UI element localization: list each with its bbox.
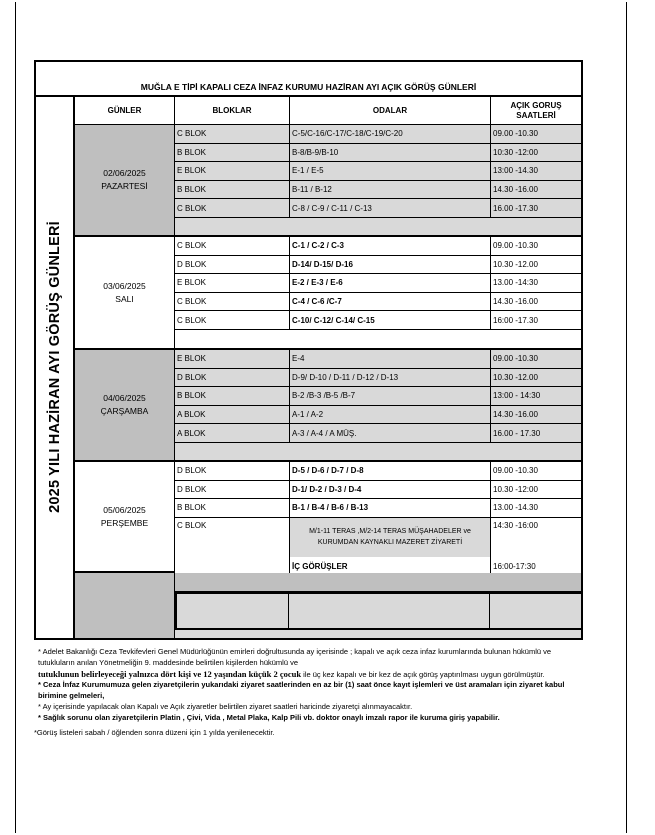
block-cell: A BLOK: [175, 406, 290, 425]
note-1-emphasis: tutuklunun belirleyeceği yalnızca dört kişi ve 12 yaşından küçük 2 çocuk: [38, 668, 302, 679]
block-cell: A BLOK: [175, 424, 290, 443]
rooms-cell: M/1-11 TERAS ,M/2-14 TERAS MÜŞAHADELER ve KURUMDAN KAYNAKLI MAZERET ZİYARETİ: [290, 518, 491, 558]
rooms-cell: C-8 / C-9 / C-11 / C-13: [290, 199, 491, 218]
spacer-row: [175, 443, 583, 462]
day-name: SALI: [115, 293, 134, 304]
block-cell: C BLOK: [175, 125, 290, 144]
hours-cell: 10.30 -12:00: [491, 481, 583, 500]
hours-cell: 14.30 -16.00: [491, 406, 583, 425]
block-cell: D BLOK: [175, 481, 290, 500]
rooms-cell: D-14/ D-15/ D-16: [290, 256, 491, 275]
hours-cell: 16:00-17:30: [491, 557, 583, 576]
hours-cell: 09.00 -10.30: [491, 350, 583, 369]
table-title: MUĞLA E TİPİ KAPALI CEZA İNFAZ KURUMU HAZİRAN AYI AÇIK GÖRÜŞ GÜNLERİ: [34, 60, 583, 97]
side-label-cell: [34, 96, 75, 640]
hours-cell: 09.00 -10.30: [491, 125, 583, 144]
header-blocks: BLOKLAR: [175, 97, 290, 125]
note-4: * Sağlık sorunu olan ziyaretçilerin Platin , Çivi, Vida , Metal Plaka, Kalp Pili vb. doktor onaylı imzalı rapor ile kuruma giriş yapabilir.: [38, 712, 500, 722]
block-cell: B BLOK: [175, 144, 290, 163]
day-name: PAZARTESİ: [101, 181, 148, 191]
hours-cell: 16.00 - 17.30: [491, 424, 583, 443]
block-cell: E BLOK: [175, 274, 290, 293]
side-label: 2025 YILI HAZİRAN AYI GÖRÜŞ GÜNLERİ: [46, 221, 63, 513]
note-1-cont: [38, 669, 583, 681]
block-cell: D BLOK: [175, 369, 290, 388]
rooms-cell: E-1 / E-5: [290, 162, 491, 181]
block-cell: B BLOK: [175, 181, 290, 200]
rooms-cell: D-1/ D-2 / D-3 / D-4: [290, 481, 491, 500]
hours-cell: 14.30 -16.00: [491, 181, 583, 200]
block-cell: C BLOK: [175, 311, 290, 330]
hours-cell: 10.30 -12.00: [491, 369, 583, 388]
day-date: 04/06/2025: [103, 393, 146, 403]
hours-cell: 16:00 -17.30: [491, 311, 583, 330]
block-cell: E BLOK: [175, 162, 290, 181]
footer-row-1: [175, 573, 583, 592]
hours-cell: 09.00 -10.30: [491, 462, 583, 481]
block-cell: E BLOK: [175, 350, 290, 369]
hours-cell: 10:30 -12:00: [491, 144, 583, 163]
rooms-cell: B-1 / B-4 / B-6 / B-13: [290, 499, 491, 518]
rooms-cell: B-2 /B-3 /B-5 /B-7: [290, 387, 491, 406]
hours-cell: 13:00 - 14:30: [491, 387, 583, 406]
rooms-cell: İÇ GÖRÜŞLER: [290, 557, 491, 576]
hours-cell: 13.00 -14.30: [491, 499, 583, 518]
schedule-table: [34, 60, 583, 640]
hours-cell: 10.30 -12.00: [491, 256, 583, 275]
rooms-cell: C-5/C-16/C-17/C-18/C-19/C-20: [290, 125, 491, 144]
hours-cell: 16.00 -17.30: [491, 199, 583, 218]
block-cell: C BLOK: [175, 293, 290, 312]
note-3: * Ay içerisinde yapılacak olan Kapalı ve Açık ziyaretler belirtilen ziyaret saatleri haricinde ziyaretçi alınmayacaktır.: [38, 701, 413, 711]
spacer-row: [175, 218, 583, 237]
hours-cell: 09.00 -10.30: [491, 237, 583, 256]
footer-empty-day: [75, 573, 175, 640]
day-cell: [75, 350, 175, 462]
footer-cell-hours: [489, 592, 583, 630]
rooms-cell: B-11 / B-12: [290, 181, 491, 200]
rooms-cell: D-9/ D-10 / D-11 / D-12 / D-13: [290, 369, 491, 388]
block-cell: D BLOK: [175, 462, 290, 481]
rooms-cell: B-8/B-9/B-10: [290, 144, 491, 163]
rooms-cell: A-1 / A-2: [290, 406, 491, 425]
rooms-cell: D-5 / D-6 / D-7 / D-8: [290, 462, 491, 481]
day-name: ÇARŞAMBA: [100, 406, 149, 416]
footer-cell-blocks: [175, 592, 290, 630]
note-2: * Ceza İnfaz Kurumumuza gelen ziyaretçilerin yukarıdaki ziyaret saatlerinden en az bir (1) saat önce kayıt işlemleri ve üst aramaları için ziyaret kabul birimine gelmeleri,: [38, 680, 565, 701]
hours-cell: 14:30 -16:00: [491, 518, 583, 558]
day-date: 02/06/2025: [103, 168, 146, 178]
rooms-cell: E-4: [290, 350, 491, 369]
block-cell: C BLOK: [175, 199, 290, 218]
rooms-cell: C-1 / C-2 / C-3: [290, 237, 491, 256]
footer-row-3: [175, 630, 583, 640]
note-1-tail: ile üç kez kapalı ve bir kez de açık görüş yaptırılması uygun görülmüştür.: [303, 669, 545, 679]
day-name: PERŞEMBE: [100, 517, 149, 528]
rooms-cell: A-3 / A-4 / A MÜŞ.: [290, 424, 491, 443]
day-cell: [75, 237, 175, 350]
day-date: 05/06/2025: [103, 504, 146, 515]
note-5: *Görüş listeleri sabah / öğlenden sonra düzeni için 1 yılda yenilenecektir.: [34, 727, 275, 737]
block-cell: C BLOK: [175, 237, 290, 256]
rooms-cell: C-10/ C-12/ C-14/ C-15: [290, 311, 491, 330]
hours-cell: 14.30 -16.00: [491, 293, 583, 312]
rooms-cell: C-4 / C-6 /C-7: [290, 293, 491, 312]
header-rooms: ODALAR: [290, 97, 491, 125]
block-cell: B BLOK: [175, 499, 290, 518]
day-cell: [75, 462, 175, 573]
header-days: GÜNLER: [75, 97, 175, 125]
spacer-row: [175, 330, 583, 350]
block-cell: B BLOK: [175, 387, 290, 406]
day-date: 03/06/2025: [103, 280, 146, 291]
notes: [34, 647, 583, 738]
footer-cell-rooms: [288, 592, 491, 630]
note-1: * Adelet Bakanlığı Ceza Tevkifevleri Genel Müdürlüğünün emirleri doğrultusunda ay içerisinde ; kapalı ve açık ceza infaz kurumlarında bulunan hükümlü ve tutukluların anılan Yönetmeliğin 9. maddesinde belirtilen kişilerden hükümlü ve: [38, 647, 552, 667]
rooms-cell: E-2 / E-3 / E-6: [290, 274, 491, 293]
block-cell: C BLOK: [175, 518, 290, 558]
hours-cell: 13.00 -14:30: [491, 274, 583, 293]
hours-cell: 13:00 -14.30: [491, 162, 583, 181]
block-cell: D BLOK: [175, 256, 290, 275]
header-hours: AÇIK GORUŞ SAATLERİ: [491, 97, 583, 125]
day-cell: [75, 125, 175, 237]
